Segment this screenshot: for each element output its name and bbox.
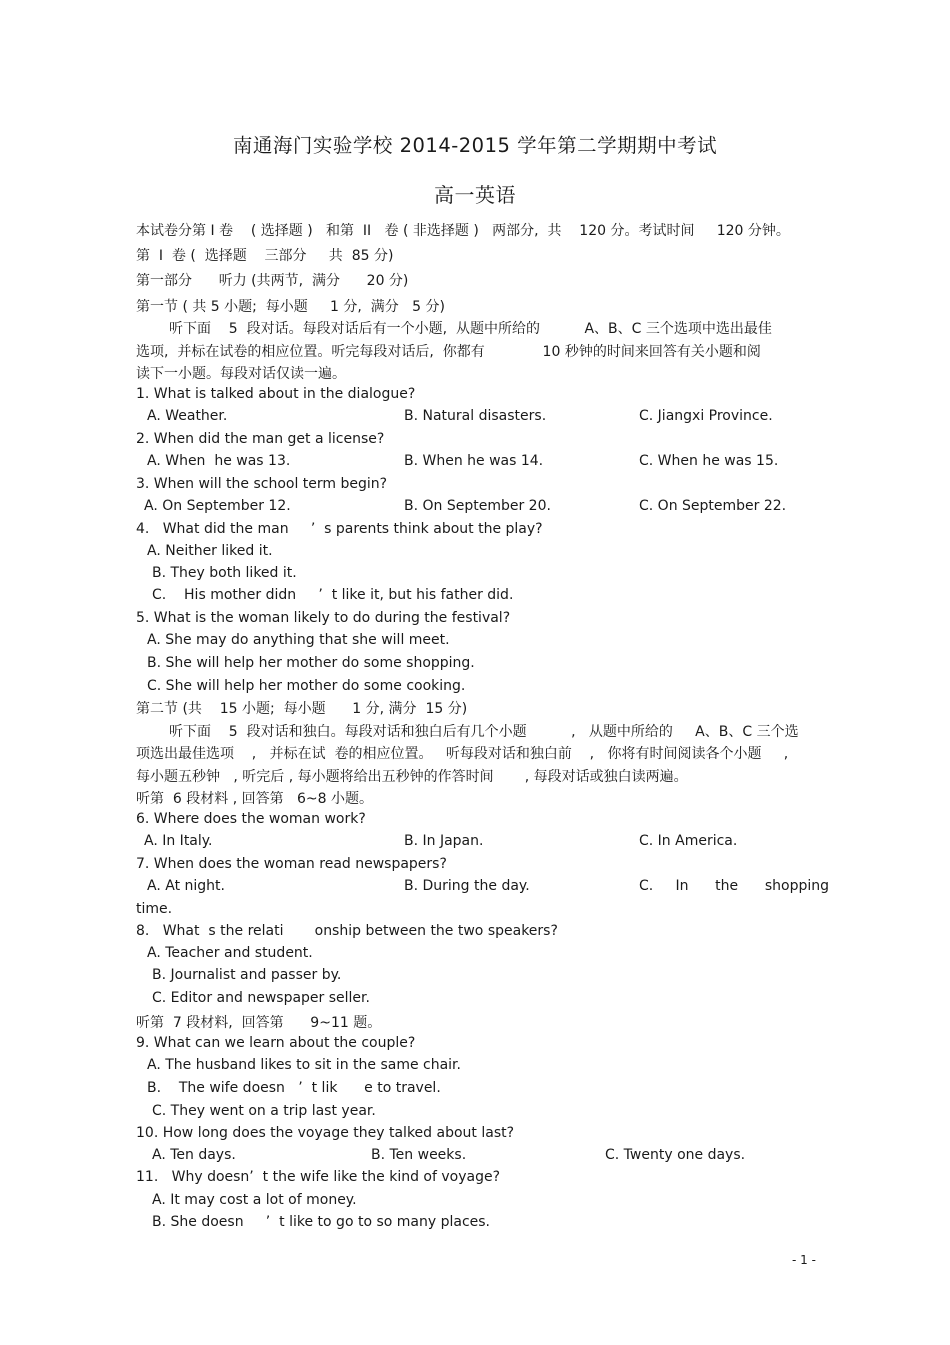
q2-option-c: C. When he was 15.	[639, 453, 779, 469]
sec2-heading: 第二节 (共 15 小题; 每小题 1 分, 满分 15 分)	[136, 701, 468, 717]
q7-option-a: A. At night.	[147, 878, 225, 894]
q7-option-c-continued: time.	[136, 901, 173, 917]
q3-option-a: A. On September 12.	[144, 498, 291, 514]
q1-option-c: C. Jiangxi Province.	[639, 408, 773, 424]
q7-stem: 7. When does the woman read newspapers?	[136, 856, 447, 872]
q6-option-a: A. In Italy.	[144, 833, 213, 849]
q5-option-b: B. She will help her mother do some shopping.	[147, 655, 475, 671]
q11-stem: 11. Why doesn’ t the wife like the kind of voyage?	[136, 1169, 501, 1185]
q2-option-b: B. When he was 14.	[404, 453, 544, 469]
q6-option-c: C. In America.	[639, 833, 738, 849]
q3-stem: 3. When will the school term begin?	[136, 476, 388, 492]
exam-title: 南通海门实验学校 2014-2015 学年第二学期期中考试	[232, 134, 718, 157]
q10-option-a: A. Ten days.	[152, 1147, 236, 1163]
q2-option-a: A. When he was 13.	[147, 453, 291, 469]
q4-stem: 4. What did the man ’ s parents think about the play?	[136, 521, 543, 537]
page-number: - 1 -	[792, 1253, 816, 1267]
exam-subtitle: 高一英语	[434, 183, 516, 207]
sec2-instruction-2: 项选出最佳选项 , 并标在试 卷的相应位置。 听每段对话和独白前 , 你将有时间阅读各个小题 ,	[136, 746, 789, 762]
intro-line-2: 第 I 卷 ( 选择题 三部分 共 85 分)	[136, 248, 394, 264]
q6-option-b: B. In Japan.	[404, 833, 484, 849]
q8-stem: 8. What s the relati onship between the two speakers?	[136, 923, 558, 939]
q3-option-c: C. On September 22.	[639, 498, 787, 514]
q1-option-b: B. Natural disasters.	[404, 408, 547, 424]
sec1-instruction-1: 听下面 5 段对话。每段对话后有一个小题, 从题中所给的 A、B、C 三个选项中选出最佳	[169, 321, 772, 337]
q11-option-b: B. She doesn ’ t like to go to so many places.	[152, 1214, 491, 1230]
sec1-instruction-3: 读下一小题。每段对话仅读一遍。	[136, 366, 346, 382]
q4-option-b: B. They both liked it.	[152, 565, 297, 581]
sec1-instruction-2: 选项, 并标在试卷的相应位置。听完每段对话后, 你都有 10 秒钟的时间来回答有关小题和阅	[136, 344, 761, 360]
q11-option-a: A. It may cost a lot of money.	[152, 1192, 357, 1208]
material-6-note: 听第 6 段材料 , 回答第 6~8 小题。	[136, 791, 373, 807]
q8-option-b: B. Journalist and passer by.	[152, 967, 342, 983]
intro-line-4: 第一节 ( 共 5 小题; 每小题 1 分, 满分 5 分)	[136, 299, 445, 315]
q9-option-c: C. They went on a trip last year.	[152, 1103, 376, 1119]
q5-option-a: A. She may do anything that she will meet.	[147, 632, 450, 648]
q9-option-a: A. The husband likes to sit in the same chair.	[147, 1057, 461, 1073]
intro-line-1: 本试卷分第 I 卷 ( 选择题 ) 和第 II 卷 ( 非选择题 ) 两部分, 共 120 分。考试时间 120 分钟。	[136, 223, 790, 239]
q1-stem: 1. What is talked about in the dialogue?	[136, 386, 416, 402]
q2-stem: 2. When did the man get a license?	[136, 431, 385, 447]
q4-option-a: A. Neither liked it.	[147, 543, 273, 559]
q10-stem: 10. How long does the voyage they talked about last?	[136, 1125, 515, 1141]
q10-option-b: B. Ten weeks.	[371, 1147, 467, 1163]
q10-option-c: C. Twenty one days.	[605, 1147, 746, 1163]
q9-stem: 9. What can we learn about the couple?	[136, 1035, 416, 1051]
q8-option-a: A. Teacher and student.	[147, 945, 313, 961]
q4-option-c: C. His mother didn ’ t like it, but his father did.	[152, 587, 514, 603]
q5-option-c: C. She will help her mother do some cooking.	[147, 678, 466, 694]
q3-option-b: B. On September 20.	[404, 498, 551, 514]
sec2-instruction-1: 听下面 5 段对话和独白。每段对话和独白后有几个小题 , 从题中所给的 A、B、C 三个选	[169, 724, 799, 740]
q9-option-b: B. The wife doesn ’ t lik e to travel.	[147, 1080, 441, 1096]
q7-option-c: C. In the shopping	[639, 878, 830, 894]
sec2-instruction-3: 每小题五秒钟 , 听完后 , 每小题将给出五秒钟的作答时间 , 每段对话或独白读两遍。	[136, 769, 688, 785]
q8-option-c: C. Editor and newspaper seller.	[152, 990, 370, 1006]
intro-line-3: 第一部分 听力 (共两节, 满分 20 分)	[136, 273, 409, 289]
material-7-note: 听第 7 段材料, 回答第 9~11 题。	[136, 1015, 382, 1031]
q5-stem: 5. What is the woman likely to do during the festival?	[136, 610, 511, 626]
q6-stem: 6. Where does the woman work?	[136, 811, 366, 827]
q1-option-a: A. Weather.	[147, 408, 228, 424]
q7-option-b: B. During the day.	[404, 878, 530, 894]
